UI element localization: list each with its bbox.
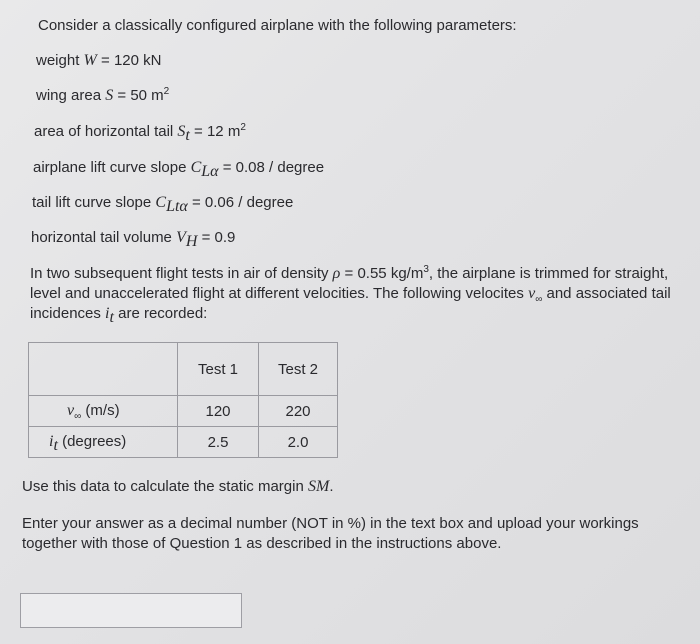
- instruction-calc: Use this data to calculate the static margin SM.: [22, 478, 334, 495]
- table-header-cell: [29, 343, 178, 396]
- flight-test-paragraph: In two subsequent flight tests in air of density ρ = 0.55 $kg/m^3$, the airplane is trimmed for straight, level and unaccelerated flight at different velocities. The following velocites $v_\infty$ and associated tail incidences $i_t$ are recorded:: [30, 264, 671, 326]
- table-header-cell: Test 1: [178, 343, 259, 396]
- intro-text: Consider a classically configured airplane with the following parameters:: [38, 17, 517, 34]
- answer-input[interactable]: [20, 593, 242, 628]
- flight-test-table: [28, 342, 338, 458]
- param-weight: weight W = 120 kN: [36, 52, 162, 69]
- param-tail-volume: horizontal tail volume $V_H = 0.9$: [31, 229, 236, 250]
- table-header-cell: Test 2: [259, 343, 338, 396]
- table-cell: 2.0: [259, 427, 338, 458]
- param-lift-slope: airplane lift curve slope $C_{L\alpha} = 0.08$ / degree: [33, 159, 325, 180]
- row-label-velocity: $v_\infty$ (m/s): [29, 396, 178, 427]
- param-tail-slope: tail lift curve slope $C_{Lt\alpha} = 0.06$ / degree: [32, 194, 294, 215]
- table-cell: 2.5: [178, 427, 259, 458]
- instruction-submit: Enter your answer as a decimal number (NOT in %) in the text box and upload your workings together with those of Question 1 as described in the instructions above.: [22, 515, 639, 552]
- param-tail-area: area of horizontal tail $S_t = 12$ $m^2$: [34, 122, 246, 144]
- table-cell: 220: [259, 396, 338, 427]
- table-header-row: [29, 343, 338, 396]
- table-row: [29, 427, 338, 458]
- param-wing-area: wing area S = 50 $m^2$: [36, 86, 170, 104]
- row-label-incidence: $i_t$ (degrees): [29, 427, 178, 458]
- table-row: [29, 396, 338, 427]
- table-cell: 120: [178, 396, 259, 427]
